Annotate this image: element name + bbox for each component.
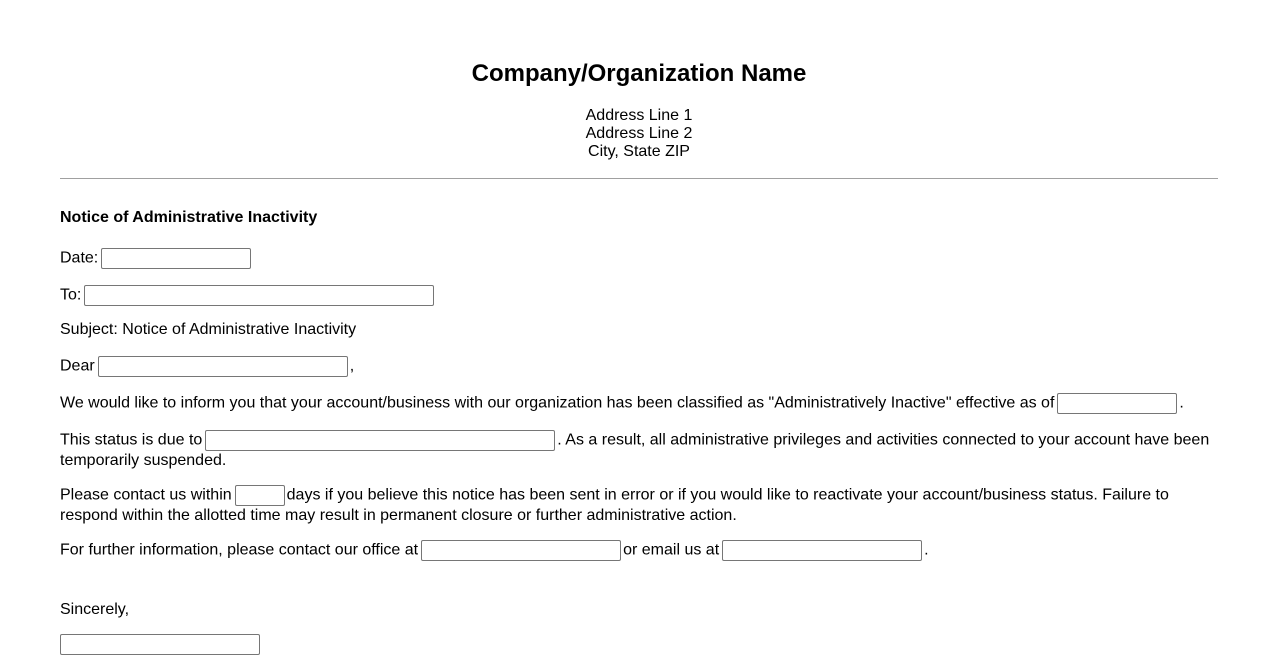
paragraph-1-text: We would like to inform you that your account/business with our organization has been classified as "Administratively Inactive" effective as of [60, 394, 1055, 412]
address-line-2: Address Line 2 [585, 125, 693, 142]
paragraph-4-end: . [924, 541, 929, 559]
date-label: Date: [60, 249, 99, 267]
to-row [60, 285, 1218, 306]
paragraph-2-end: . As a result, all administrative privileges and activities connected to your account have been temporarily suspended. [60, 431, 1210, 469]
salutation-comma: , [349, 357, 355, 375]
paragraph-contact-days [60, 485, 1218, 526]
paragraph-effective-date [60, 393, 1218, 414]
days-field[interactable] [235, 485, 285, 506]
paragraph-reason [60, 430, 1218, 471]
paragraph-2-start: This status is due to [60, 431, 203, 449]
signature-field[interactable] [60, 634, 260, 655]
paragraph-3-start: Please contact us within [60, 486, 232, 504]
salutation-name-field[interactable] [98, 356, 348, 377]
paragraph-contact-info [60, 540, 1218, 561]
city-state-zip: City, State ZIP [588, 143, 690, 160]
notice-heading: Notice of Administrative Inactivity [60, 209, 318, 226]
date-row [60, 248, 1218, 269]
subject-line: Subject: Notice of Administrative Inactivity [60, 321, 357, 338]
phone-field[interactable] [421, 540, 621, 561]
paragraph-4-middle: or email us at [623, 541, 720, 559]
recipient-field[interactable] [84, 285, 434, 306]
paragraph-3-end: days if you believe this notice has been sent in error or if you would like to reactivate your account/business status. Failure to respond within the allotted time may result in permanent closure or further administrative action. [60, 486, 1169, 524]
address-line-1: Address Line 1 [585, 107, 693, 124]
header-divider [60, 178, 1218, 179]
email-field[interactable] [722, 540, 922, 561]
company-address [60, 107, 1218, 161]
paragraph-4-start: For further information, please contact our office at [60, 541, 419, 559]
salutation-row [60, 356, 1218, 377]
paragraph-1-end: . [1179, 394, 1184, 412]
dear-label: Dear [60, 357, 95, 375]
date-field[interactable] [101, 248, 251, 269]
effective-date-field[interactable] [1057, 393, 1177, 414]
reason-field[interactable] [205, 430, 555, 451]
to-label: To: [60, 286, 82, 304]
company-name: Company/Organization Name [471, 60, 807, 87]
signature-row [60, 634, 1218, 655]
closing: Sincerely, [60, 601, 130, 618]
